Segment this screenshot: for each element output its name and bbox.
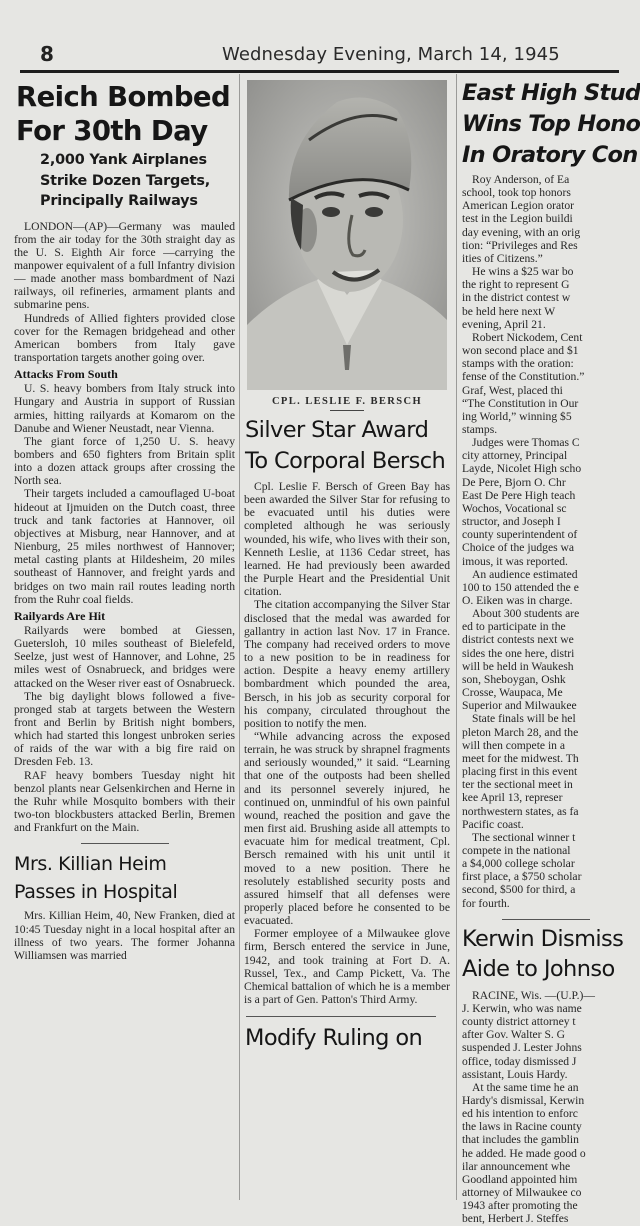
text-line: meet for the midwest. Th [462, 751, 579, 765]
paragraph: Railyards were bombed at Giessen, Guetersloh, 10 miles southeast of Bielefeld, Seelze, just west of Hannover, and Lohne, 25 miles west of Osnabrueck, and bridges were attacked on the Weser river east of Osnabrueck. [14, 623, 235, 690]
text-line: Judges were Thomas C [472, 436, 580, 450]
text-line: placing first in this event [462, 765, 578, 779]
text-line: bent, Herbert J. Steffes [462, 1212, 569, 1226]
headline-line: In Oratory Con [462, 142, 638, 168]
headline [245, 415, 450, 476]
paragraph: Their targets included a camouflaged U-boat hideout at Ijmuiden on the Dutch coast, three truck and tank factories at Hannover, oil objectives at Misburg, near Hannover, and at Nienburg, 25 miles northwest of Hannover; metal casting plants at Hildesheim, 20 miles southeast of Hannover, and freight yards and bridges on two main rail routes leading north from the Ruhr coal fields. [14, 487, 235, 606]
text-line: Roy Anderson, of Ea [472, 173, 570, 186]
headline [462, 924, 624, 985]
text-line: J. Kerwin, who was name [462, 1001, 582, 1015]
portrait-image [247, 80, 447, 390]
column-rule [456, 74, 457, 1200]
paragraph: “While advancing across the exposed terrain, he was struck by shrapnel fragments and seriously wounded,” it said. “Learning that one of the outposts had been shelled and its personnel severely injured, he continued on, unmindful of his own painful wound, reached the position and gave the men first aid. Brushing aside all attempts to evacuate him for medical treatment, Cpl. Bersch remained with his unit until it moved to a new position. There he resolutely established security posts and assured himself that all defenses were properly placed before he consented to be evacuated. [244, 729, 450, 928]
headline-line: Reich Bombed [16, 81, 231, 113]
column-middle [244, 76, 450, 1200]
text-line: At the same time he an [472, 1080, 579, 1094]
text-line: “The Constitution in Our [462, 396, 579, 410]
text-line: Pacific coast. [462, 817, 524, 831]
text-line: Hardy's dismissal, Kerwin [462, 1094, 585, 1107]
text-line: Goodland appointed him [462, 1172, 578, 1186]
text-line: city attorney, Principal [462, 449, 568, 463]
text-line: stamps. [462, 422, 498, 436]
paragraph: U. S. heavy bombers from Italy struck into Hungary and Austria in support of Russian armies, hitting railyards at Komarom on the Danube and Wiener Neustadt, near Vienna. [14, 382, 235, 435]
text-line: An audience estimated [472, 567, 578, 581]
photo-caption: CPL. LESLIE F. BERSCH [271, 396, 423, 407]
article-silver-star [244, 415, 450, 1006]
text-line: RACINE, Wis. —(U.P.)— [472, 988, 595, 1002]
headline-line: Silver Star Award [245, 417, 429, 443]
text-line: About 300 students are [472, 607, 580, 621]
text-line: first place, a $750 scholar [462, 870, 582, 884]
text-line: Layde, Nicolet High scho [462, 462, 582, 476]
text-line: compete in the national [462, 843, 571, 857]
text-line: in the district contest w [462, 291, 571, 305]
text-line: Robert Nickodem, Cent [472, 330, 583, 344]
header-rule [20, 70, 619, 73]
text-line: Choice of the judges wa [462, 541, 575, 555]
text-line: East De Pere High teach [462, 488, 576, 502]
column-rule [239, 74, 240, 1200]
headline-modify-ruling: Modify Ruling on [245, 1025, 423, 1052]
headline [16, 80, 235, 148]
text-line: He wins a $25 war bo [472, 265, 574, 279]
text-line: Graf, West, placed thi [462, 383, 563, 397]
portrait-photo [247, 80, 447, 390]
text-line: assistant, Louis Hardy. [462, 1067, 568, 1081]
paragraph: The giant force of 1,250 U. S. heavy bombers and 650 fighters from Britain split into a dozen attack groups after crossing the North sea. [14, 434, 235, 488]
text-line: Wochos, Vocational sc [462, 501, 567, 515]
paragraph: RAF heavy bombers Tuesday night hit benzol plants near Gelsenkirchen and Herne in the Ruhr while Mosquito bombers with their two-ton blockbusters attacked Berlin, Bremen and Frankfurt on the Main. [14, 768, 235, 835]
text-line: The sectional winner t [472, 830, 576, 844]
headline-line: For 30th Day [16, 115, 208, 147]
article-divider [502, 919, 590, 920]
text-line: imous, it was reported. [462, 554, 568, 568]
article-reich-bombed [14, 80, 235, 834]
paragraph: Hundreds of Allied fighters provided close cover for the Remagen bridgehead and other American bombers from Italy gave transportation targets another going over. [14, 311, 235, 365]
text-line: test in the Legion buildi [462, 212, 573, 226]
article-divider [81, 843, 169, 844]
text-line: be held here next W [462, 304, 556, 318]
text-line: kee April 13, represer [462, 791, 563, 805]
column-left [14, 76, 235, 1200]
text-line: second, $500 for third, a [462, 883, 576, 897]
text-line: will then compete in a [462, 738, 566, 752]
section-subhead: Railyards Are Hit [14, 608, 106, 623]
text-line: Superior and Milwaukee [462, 699, 577, 713]
caption-divider [330, 410, 364, 411]
paragraph: The big daylight blows followed a five-pronged stab at targets between the Western front and Berlin by British night bombers, which had started this longest unbroken series of raids of the war with a big fire raid on Dresden Feb. 13. [14, 689, 235, 769]
text-line: ilar announcement whe [462, 1159, 571, 1173]
text-line: son, Sheboygan, Oshk [462, 672, 566, 686]
text-line: suspended J. Lester Johns [462, 1041, 582, 1055]
section-subhead: Attacks From South [14, 367, 118, 382]
text-line: district contests next we [462, 633, 574, 647]
headline-line: To Corporal Bersch [245, 447, 446, 474]
text-line: ed to participate in the [462, 620, 566, 634]
text-line: after Gov. Walter S. G [462, 1028, 566, 1042]
column-right [462, 76, 640, 1226]
headline-line: Passes in Hospital [14, 881, 178, 904]
paragraph: Former employee of a Milwaukee glove firm, Bersch entered the service in June, 1942, and took training at Fort D. A. Russel, Tex., and Camp Pickett, Va. The Chemical battalion of which he is a member is a part of Gen. Patton's Third Army. [244, 927, 450, 1007]
text-line: day evening, with an orig [462, 225, 581, 239]
text-line: for fourth. [462, 896, 510, 910]
text-line: northwestern states, as fa [462, 804, 579, 818]
deck-line: Principally Railways [40, 193, 198, 209]
headline [462, 78, 640, 171]
article-divider [246, 1016, 436, 1017]
text-line: structor, and Joseph I [462, 515, 561, 529]
text-line: fense of the Constitution.” [462, 370, 585, 384]
text-line: ed his intention to enforc [462, 1107, 578, 1121]
text-line: 100 to 150 attended the e [462, 580, 579, 594]
text-line: office, today dismissed J [462, 1054, 577, 1068]
paragraph: Mrs. Killian Heim, 40, New Franken, died at 10:45 Tuesday night in a local hospital after an illness of two years. The former Johanna Williamsen was married [14, 909, 235, 962]
text-line: stamps with the oration: [462, 357, 574, 371]
dateline: Wednesday Evening, March 14, 1945 [222, 44, 560, 65]
text-line: sides the one here, distri [462, 646, 575, 660]
text-line: pleton March 28, and the [462, 725, 579, 739]
headline-line: Aide to Johnso [462, 956, 615, 983]
article-body [462, 989, 619, 1226]
text-line: American Legion orator [462, 199, 575, 213]
subheadline-deck [40, 150, 235, 212]
text-line: he added. He made good o [462, 1146, 586, 1160]
text-line: attorney of Milwaukee co [462, 1186, 582, 1200]
text-line: ter the sectional meet in [462, 778, 573, 792]
text-line: county district attorney t [462, 1015, 576, 1029]
deck-line: Strike Dozen Targets, [40, 172, 210, 189]
text-line: won second place and $1 [462, 344, 579, 358]
paragraph: Cpl. Leslie F. Bersch of Green Bay has been awarded the Silver Star for refusing to be evacuated until his duties were completed although he was seriously wounded, his wife, who lives with their son, Kenneth Leslie, at 1136 Cedar street, has learned. He had previously been awarded the Purple Heart and the Presidential Unit citation. [244, 480, 450, 599]
text-line: county superintendent of [462, 528, 578, 542]
deck-line: 2,000 Yank Airplanes [40, 152, 207, 168]
headline-line: East High Stud [462, 80, 640, 106]
text-line: the right to represent G [462, 278, 570, 292]
text-line: that includes the gamblin [462, 1133, 579, 1147]
page-number: 8 [40, 42, 54, 66]
text-line: the laws in Racine county [462, 1120, 582, 1134]
headline-line: Mrs. Killian Heim [14, 853, 167, 876]
text-line: evening, April 21. [462, 317, 546, 331]
text-line: a $4,000 college scholar [462, 857, 575, 871]
text-line: Crosse, Waupaca, Me [462, 686, 563, 700]
text-line: ing World,” winning $5 [462, 409, 572, 423]
headline-line: Kerwin Dismiss [462, 925, 624, 952]
paragraph: LONDON—(AP)—Germany was mauled from the air today for the 30th straight day as the U. S. Eighth Air force —carrying the manpower equivalent of a full Infantry division — made another mass bombardment of Nazi railways, oil refineries, armament plants and submarine pens. [14, 219, 235, 312]
article-kerwin [462, 924, 624, 1226]
paragraph: The citation accompanying the Silver Star disclosed that the medal was awarded for gallantry in action last Nov. 17 in France. The company had received orders to move to a new position to be in readiness for action. Despite a heavy enemy artillery bombardment which pounded the area, Bersch, in his job as security corporal for his company, circulated throughout the position to notify the men. [244, 598, 450, 730]
text-line: O. Eiken was in charge. [462, 594, 573, 607]
text-line: De Pere, Bjorn O. Chr [462, 475, 566, 489]
article-killian-heim [14, 850, 235, 962]
text-line: ities of Citizens.” [462, 251, 543, 265]
text-line: State finals will be hel [472, 712, 576, 726]
text-line: 1943 after promoting the [462, 1199, 578, 1213]
headline [14, 850, 235, 906]
text-line: tion: “Privileges and Res [462, 238, 578, 252]
text-line: school, took top honors [462, 186, 571, 200]
article-east-high [462, 78, 640, 910]
text-line: will be held in Waukesh [462, 659, 574, 673]
article-body [462, 173, 619, 910]
headline-line: Wins Top Hono [462, 111, 640, 137]
